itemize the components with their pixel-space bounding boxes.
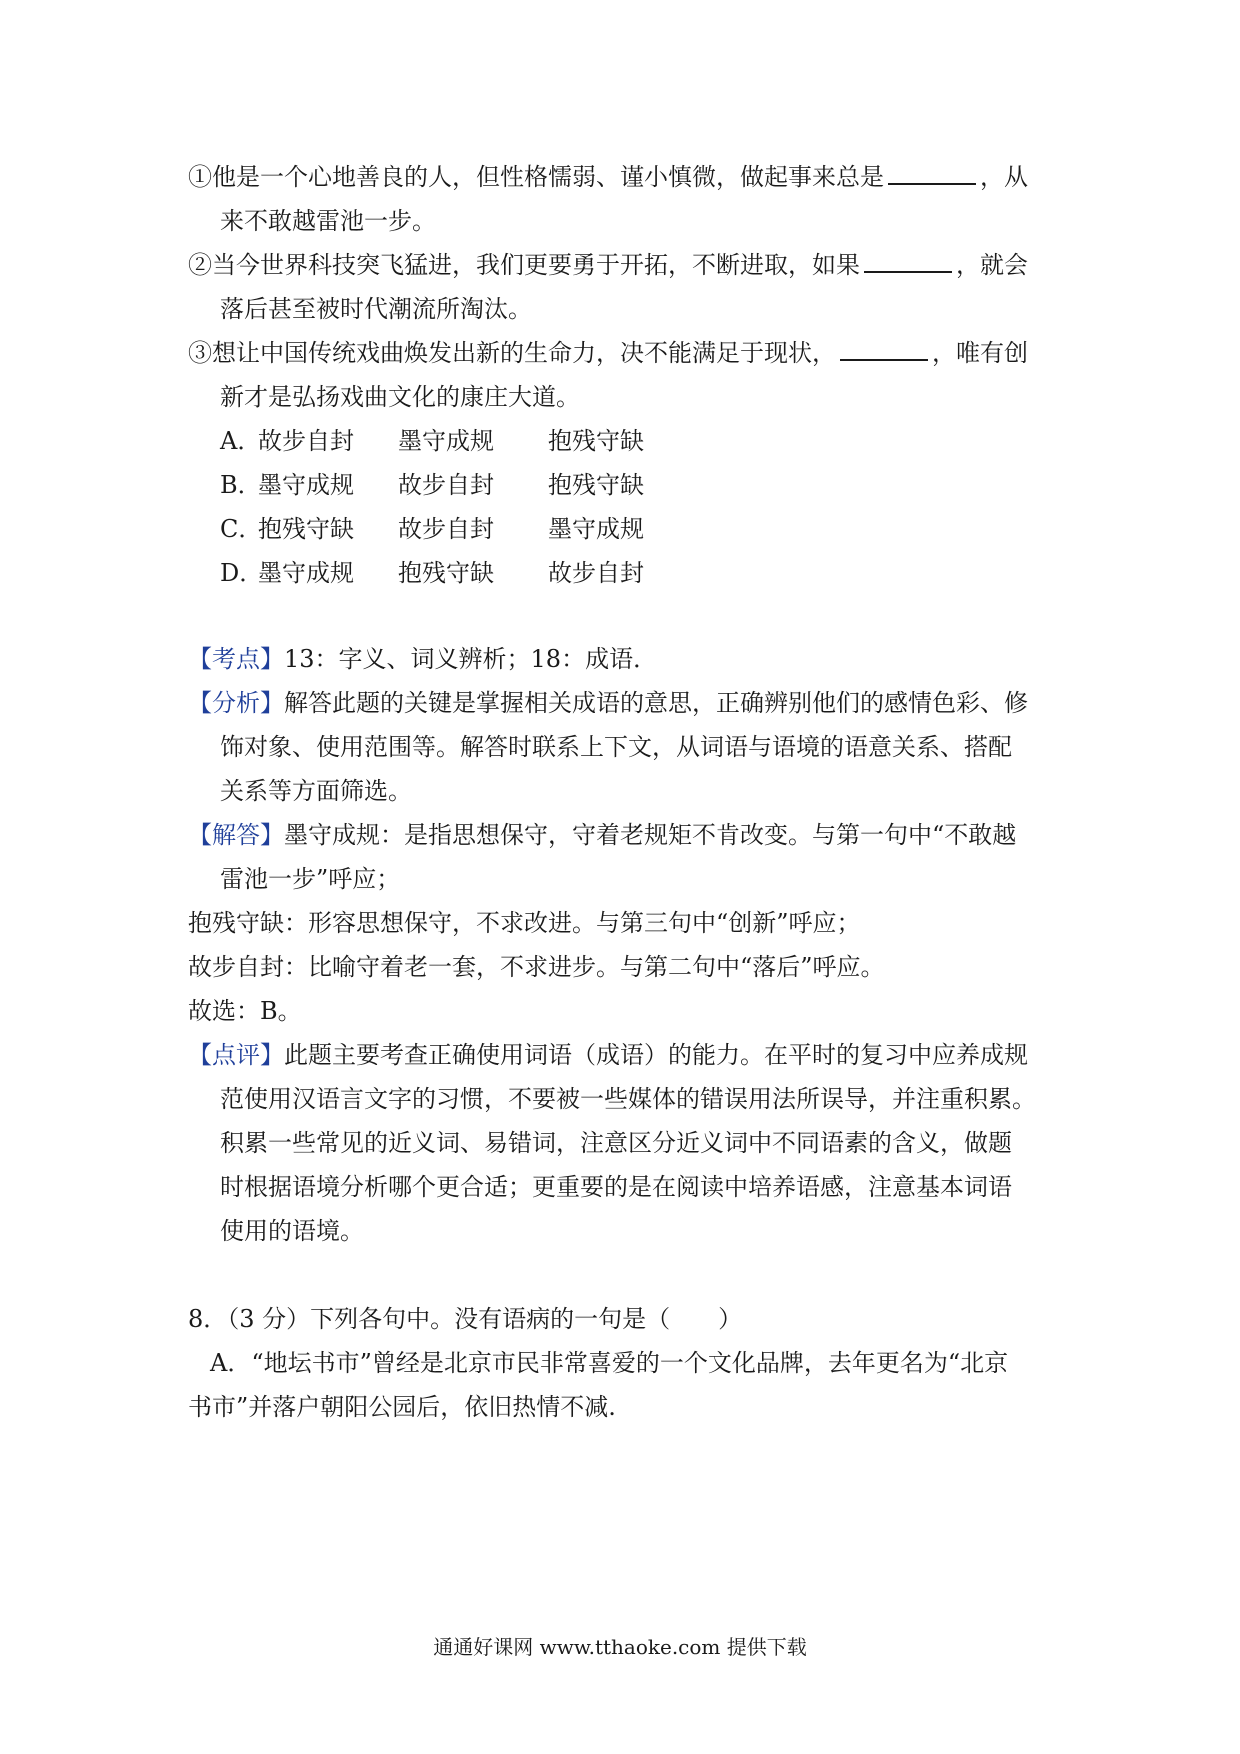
- option-letter: C．: [220, 515, 263, 543]
- fenxi-tag: 【分析】: [188, 689, 284, 717]
- sentence-3-line-1: [188, 336, 1028, 370]
- option-d: [220, 556, 644, 590]
- dianping-tag: 【点评】: [188, 1041, 284, 1069]
- option-word-3: 抱残守缺: [548, 427, 644, 455]
- dianping-line-3: 积累一些常见的近义词、易错词，注意区分近义词中不同语素的含义，做题: [220, 1129, 1012, 1157]
- sentence-1-line-1: [188, 160, 1028, 194]
- sentence-3-line-2: 新才是弘扬戏曲文化的康庄大道。: [220, 383, 580, 411]
- sentence-1-tail: ，从: [980, 163, 1028, 191]
- sentence-2-line-1: [188, 248, 1028, 282]
- dianping-line-5: 使用的语境。: [220, 1217, 364, 1245]
- sentence-3-tail: ，唯有创: [932, 339, 1028, 367]
- sentence-2-text: ②当今世界科技突飞猛进，我们更要勇于开拓，不断进取，如果: [188, 251, 860, 279]
- option-letter: A．: [220, 427, 262, 455]
- option-c: [220, 512, 644, 546]
- option-word-3: 故步自封: [548, 559, 644, 587]
- option-word-1: 墨守成规: [258, 471, 354, 499]
- dianping-line-4: 时根据语境分析哪个更合适；更重要的是在阅读中培养语感，注意基本词语: [220, 1173, 1012, 1201]
- option-word-3: 抱残守缺: [548, 471, 644, 499]
- sentence-3-text: ③想让中国传统戏曲焕发出新的生命力，决不能满足于现状，: [188, 339, 836, 367]
- question-8-stem: 8．（3 分）下列各句中。没有语病的一句是（ ）: [188, 1305, 743, 1333]
- jieda-line-4: 故步自封：比喻守着老一套，不求进步。与第二句中“落后”呼应。: [188, 953, 885, 981]
- blank-3: [840, 337, 928, 361]
- jieda-text: 墨守成规：是指思想保守，守着老规矩不肯改变。与第一句中“不敢越: [284, 821, 1017, 849]
- jieda-line-2: 雷池一步”呼应；: [220, 865, 401, 893]
- option-b: [220, 468, 644, 502]
- fenxi-line-1: [188, 686, 1028, 720]
- sentence-1-text: ①他是一个心地善良的人，但性格懦弱、谨小慎微，做起事来总是: [188, 163, 884, 191]
- sentence-2-tail: ，就会: [956, 251, 1028, 279]
- blank-2: [864, 249, 952, 273]
- option-word-1: 抱残守缺: [258, 515, 354, 543]
- fenxi-line-2: 饰对象、使用范围等。解答时联系上下文，从词语与语境的语意关系、搭配: [220, 733, 1012, 761]
- question-8-option-a-line-2: 书市”并落户朝阳公园后，依旧热情不减.: [188, 1393, 616, 1421]
- fenxi-text: 解答此题的关键是掌握相关成语的意思，正确辨别他们的感情色彩、修: [284, 689, 1028, 717]
- option-letter: D．: [220, 559, 264, 587]
- option-word-1: 故步自封: [258, 427, 354, 455]
- option-word-3: 墨守成规: [548, 515, 644, 543]
- option-word-1: 墨守成规: [258, 559, 354, 587]
- sentence-1-line-2: 来不敢越雷池一步。: [220, 207, 436, 235]
- option-word-2: 墨守成规: [398, 427, 494, 455]
- blank-1: [888, 161, 976, 185]
- option-word-2: 故步自封: [398, 515, 494, 543]
- jieda-line-1: [188, 818, 1016, 852]
- jieda-line-3: 抱残守缺：形容思想保守，不求改进。与第三句中“创新”呼应；: [188, 909, 861, 937]
- option-word-2: 故步自封: [398, 471, 494, 499]
- dianping-line-2: 范使用汉语言文字的习惯，不要被一些媒体的错误用法所误导，并注重积累。: [220, 1085, 1036, 1113]
- option-a: [220, 424, 644, 458]
- jieda-tag: 【解答】: [188, 821, 284, 849]
- page-footer: 通通好课网 www.tthaoke.com 提供下载: [433, 1635, 807, 1659]
- fenxi-line-3: 关系等方面筛选。: [220, 777, 412, 805]
- option-word-2: 抱残守缺: [398, 559, 494, 587]
- sentence-2-line-2: 落后甚至被时代潮流所淘汰。: [220, 295, 532, 323]
- jieda-line-5: 故选：B。: [188, 997, 302, 1025]
- question-8-option-a-line-1: A．“地坛书市”曾经是北京市民非常喜爱的一个文化品牌，去年更名为“北京: [210, 1349, 1009, 1377]
- kaodian-tag: 【考点】: [188, 645, 284, 673]
- dianping-text: 此题主要考查正确使用词语（成语）的能力。在平时的复习中应养成规: [284, 1041, 1028, 1069]
- kaodian-text: 13：字义、词义辨析；18：成语．: [284, 645, 658, 673]
- dianping-line-1: [188, 1038, 1028, 1072]
- kaodian-line: [188, 642, 657, 676]
- option-letter: B．: [220, 471, 262, 499]
